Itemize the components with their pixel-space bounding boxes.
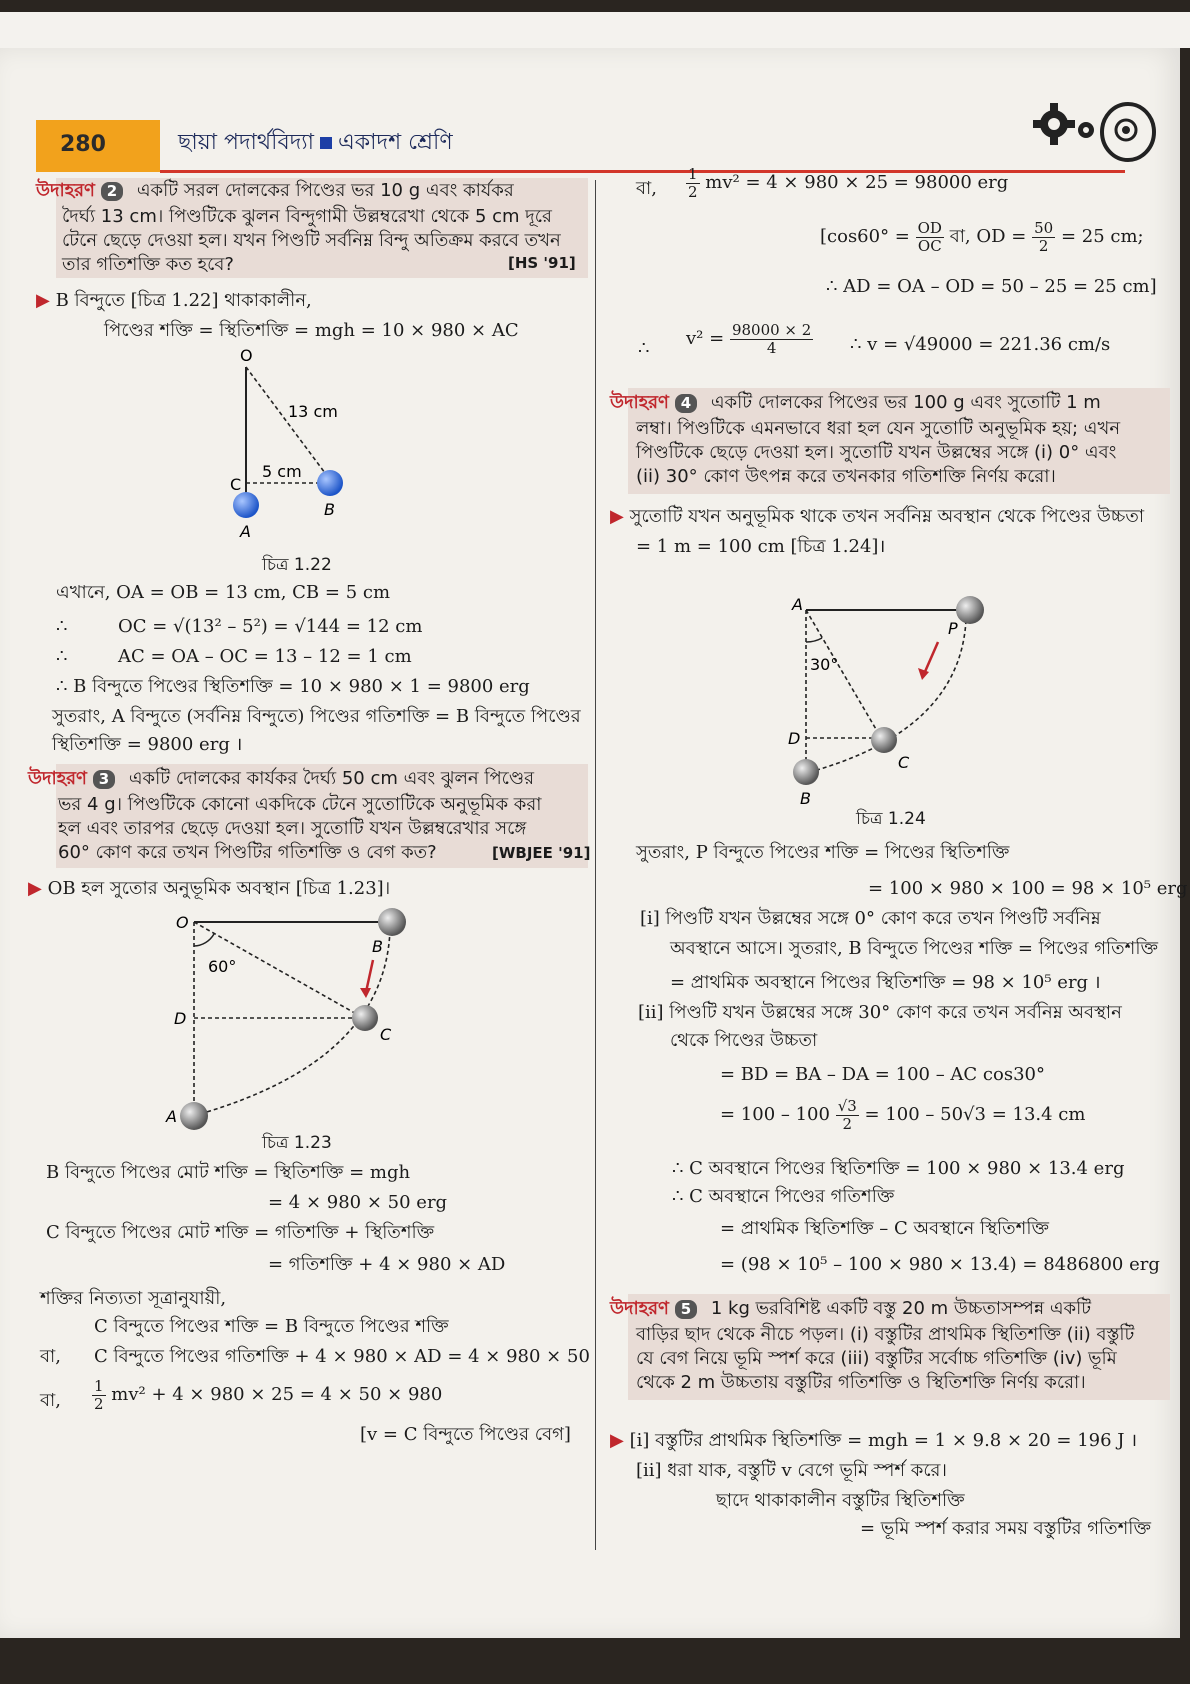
figure-caption: চিত্র 1.22 [262,555,332,575]
example-text: দৈর্ঘ্য 13 cm। পিণ্ডটিকে ঝুলন বিন্দুগামী উল্লম্বরেখা থেকে 5 cm দূরে [62,206,552,227]
solution-line: = 100 × 980 × 100 = 98 × 10⁵ erg [868,878,1188,899]
point-label-p: P [948,619,958,638]
example-text: লম্বা। পিণ্ডটিকে এমনভাবে ধরা হল যেন সুতোটি অনুভূমিক হয়; এখন [636,418,1121,439]
solution-line: ▶ [i] বস্তুটির প্রাথমিক স্থিতিশক্তি = mgh = 1 × 9.8 × 20 = 196 J । [610,1430,1138,1451]
example-text: একটি দোলকের পিণ্ডের ভর 100 g এবং সুতোটি 1 m [710,392,1101,413]
example-text: (ii) 30° কোণ উৎপন্ন করে তখনকার গতিশক্তি নির্ণয় করো। [636,466,1056,487]
bob-c [871,727,897,753]
example-label: উদাহরণ [610,392,669,413]
solution-line: [ii] ধরা যাক, বস্তুটি v বেগে ভূমি স্পর্শ করে। [636,1460,947,1481]
solution-line: [cos60° = $\frac{OD}{OC}$ বা, OD = $\frac{50}{2}$ = 25 cm; [820,219,1144,255]
example-label: উদাহরণ [610,1298,669,1319]
solution-line: এখানে, OA = OB = 13 cm, CB = 5 cm [56,582,391,603]
point-label-o: O [176,913,189,932]
square-bullet-icon [320,137,332,149]
bob-a [180,1102,208,1130]
example-text: থেকে 2 m উচ্চতায় বস্তুটির গতিশক্তি ও স্থিতিশক্তি নির্ণয় করো। [636,1372,1086,1393]
solution-line: OC = √(13² – 5²) = √144 = 12 cm [118,616,423,637]
angle-label: 30° [810,655,839,674]
book-header [178,125,453,162]
solution-line: = 4 × 980 × 50 erg [268,1192,448,1213]
solution-line: [ii] পিণ্ডটি যখন উল্লম্বের সঙ্গে 30° কোণ করে তখন সর্বনিম্ন অবস্থান [638,1002,1122,1023]
fraction: $\frac{√3}{2}$ [837,1097,857,1133]
solution-line: = BD = BA – DA = 100 – AC cos30° [720,1064,1045,1085]
point-label-b: B [800,789,811,808]
therefore-symbol: ∴ [638,338,650,359]
therefore-symbol: ∴ [56,616,68,637]
solution-line: B বিন্দুতে পিণ্ডের মোট শক্তি = স্থিতিশক্তি = mgh [46,1162,411,1183]
fraction: $\frac{OD}{OC}$ [917,219,942,255]
fraction: $\frac{1}{2}$ [688,165,698,201]
solution-line: v² = $\frac{98000 \times 2}{4}$ [686,321,812,357]
point-label-c: C [230,475,242,494]
solution-line: [i] পিণ্ডটি যখন উল্লম্বের সঙ্গে 0° কোণ করে তখন পিণ্ডটি সর্বনিম্ন [640,908,1101,929]
example-text: 60° কোণ করে তখন পিণ্ডটির গতিশক্তি ও বেগ কত? [58,842,437,863]
exam-reference: [WBJEE '91] [492,844,591,862]
fraction: $\frac{50}{2}$ [1034,219,1054,255]
solution-line: ▶ সুতোটি যখন অনুভূমিক থাকে তখন সর্বনিম্ন অবস্থান থেকে পিণ্ডের উচ্চতা [610,506,1145,527]
book-title: ছায়া পদার্থবিদ্যা [178,130,315,155]
solution-line: C বিন্দুতে পিণ্ডের মোট শক্তি = গতিশক্তি + স্থিতিশক্তি [46,1222,435,1243]
solution-line: ▶ B বিন্দুতে [চিত্র 1.22] থাকাকালীন, [36,290,312,311]
bob-p [956,596,984,624]
figure-1-23 [166,900,450,1140]
point-label-a: A [166,1107,177,1126]
solution-label: বা, [40,1390,61,1411]
solution-line: শক্তির নিত্যতা সূত্রানুযায়ী, [40,1288,227,1309]
solution-note: [v = C বিন্দুতে পিণ্ডের বেগ] [360,1424,571,1445]
arrow-bullet-icon: ▶ [610,506,624,527]
solution-line: থেকে পিণ্ডের উচ্চতা [670,1030,818,1051]
bob-b [317,470,343,496]
solution-line: = গতিশক্তি + 4 × 980 × AD [268,1254,506,1275]
point-label-a: A [240,522,251,541]
figure-1-22 [210,345,410,555]
point-label-o: O [240,346,253,365]
example-number: 3 [93,770,115,789]
fraction: $\frac{1}{2}$ [94,1377,104,1413]
solution-line: ∴ v = √49000 = 221.36 cm/s [850,334,1111,355]
solution-line: ছাদে থাকাকালীন বস্তুটির স্থিতিশক্তি [716,1490,965,1511]
example-text: তার গতিশক্তি কত হবে? [62,254,234,275]
figure-caption: চিত্র 1.23 [262,1133,332,1153]
solution-line: = প্রাথমিক স্থিতিশক্তি – C অবস্থানে স্থিতিশক্তি [720,1218,1049,1239]
arrow-bullet-icon: ▶ [610,1430,624,1451]
example-text: একটি সরল দোলকের পিণ্ডের ভর 10 g এবং কার্যকর [136,180,514,201]
solution-line: অবস্থানে আসে। সুতরাং, B বিন্দুতে পিণ্ডের শক্তি = পিণ্ডের গতিশক্তি [670,938,1158,959]
solution-line: C বিন্দুতে পিণ্ডের গতিশক্তি + 4 × 980 × AD = 4 × 980 × 50 [94,1346,590,1367]
length-label: 13 cm [288,402,338,421]
exam-reference: [HS '91] [508,254,576,272]
top-strip [0,0,1190,48]
bob-c [352,1005,378,1031]
example-2-heading [36,180,514,203]
example-text: বাড়ির ছাদ থেকে নীচে পড়ল। (i) বস্তুটির প্রাথমিক স্থিতিশক্তি (ii) বস্তুটি [636,1324,1135,1345]
example-text: হল এবং তারপর ছেড়ে দেওয়া হল। সুতোটি যখন উল্লম্বরেখার সঙ্গে [58,818,527,839]
solution-line: পিণ্ডের শক্তি = স্থিতিশক্তি = mgh = 10 × 980 × AC [104,320,519,341]
distance-label: 5 cm [262,462,302,481]
solution-line: = 100 – 100 $\frac{√3}{2}$ = 100 – 50√3 = 13.4 cm [720,1097,1086,1133]
figure-caption: চিত্র 1.24 [856,809,926,829]
figure-1-24 [780,590,1000,810]
point-label-d: D [788,729,801,748]
solution-line: সুতরাং, A বিন্দুতে (সর্বনিম্ন বিন্দুতে) পিণ্ডের গতিশক্তি = B বিন্দুতে পিণ্ডের [52,706,581,727]
example-text: টেনে ছেড়ে দেওয়া হল। যখন পিণ্ডটি সর্বনিম্ন বিন্দু অতিক্রম করবে তখন [62,230,561,251]
example-text: একটি দোলকের কার্যকর দৈর্ঘ্য 50 cm এবং ঝুলন পিণ্ডের [128,768,535,789]
solution-line: ∴ C অবস্থানে পিণ্ডের গতিশক্তি [672,1186,895,1207]
point-label-b: B [372,937,383,956]
example-text: 1 kg ভরবিশিষ্ট একটি বস্তু 20 m উচ্চতাসম্পন্ন একটি [710,1298,1092,1319]
example-number: 2 [101,182,123,201]
fraction: $\frac{98000 \times 2}{4}$ [731,321,812,357]
solution-line: C বিন্দুতে পিণ্ডের শক্তি = B বিন্দুতে পিণ্ডের শক্তি [94,1316,449,1337]
example-text: পিণ্ডটিকে ছেড়ে দেওয়া হল। সুতোটি যখন উল্লম্বের সঙ্গে (i) 0° এবং [636,442,1117,463]
solution-label: বা, [636,178,657,199]
page-number: 280 [60,132,106,157]
point-label-a: A [792,595,803,614]
solution-line: $\frac{1}{2}$ mv² + 4 × 980 × 25 = 4 × 50 × 980 [94,1377,443,1413]
solution-line: সুতরাং, P বিন্দুতে পিণ্ডের শক্তি = পিণ্ডের স্থিতিশক্তি [636,842,1010,863]
example-number: 5 [675,1300,697,1319]
example-text: ভর 4 g। পিণ্ডটিকে কোনো একদিকে টেনে সুতোটিকে অনুভূমিক করা [58,794,542,815]
class-label: একাদশ শ্রেণি [338,130,453,155]
example-4-heading [610,392,1101,415]
solution-line: AC = OA – OC = 13 – 12 = 1 cm [118,646,412,667]
solution-line: ∴ C অবস্থানে পিণ্ডের স্থিতিশক্তি = 100 × 980 × 13.4 erg [672,1158,1125,1179]
angle-label: 60° [208,957,237,976]
solution-label: বা, [40,1346,61,1367]
solution-line: = 1 m = 100 cm [চিত্র 1.24]। [636,536,886,557]
gear-brain-icon [1030,100,1160,165]
bob-a [233,492,259,518]
point-label-d: D [174,1009,187,1028]
example-text: যে বেগ নিয়ে ভূমি স্পর্শ করে (iii) বস্তুটির সর্বোচ্চ গতিশক্তি (iv) ভূমি [636,1348,1117,1369]
example-5-heading [610,1298,1091,1321]
solution-line: স্থিতিশক্তি = 9800 erg । [52,734,243,755]
example-label: উদাহরণ [28,768,87,789]
solution-line: ∴ B বিন্দুতে পিণ্ডের স্থিতিশক্তি = 10 × 980 × 1 = 9800 erg [56,676,530,697]
solution-line: = (98 × 10⁵ – 100 × 980 × 13.4) = 8486800 erg [720,1254,1160,1275]
point-label-b: B [324,500,335,519]
arrow-bullet-icon: ▶ [36,290,50,311]
solution-line: $\frac{1}{2}$ mv² = 4 × 980 × 25 = 98000 erg [688,165,1009,201]
column-divider [595,180,596,1550]
bob-b [793,759,819,785]
point-label-c: C [898,753,910,772]
bob-b [378,908,406,936]
arrow-bullet-icon: ▶ [28,878,42,899]
solution-line: = প্রাথমিক অবস্থানে পিণ্ডের স্থিতিশক্তি = 98 × 10⁵ erg । [670,972,1101,993]
point-label-c: C [380,1025,392,1044]
example-number: 4 [675,394,697,413]
solution-line: ∴ AD = OA – OD = 50 – 25 = 25 cm] [826,276,1157,297]
solution-line: = ভূমি স্পর্শ করার সময় বস্তুটির গতিশক্তি [860,1518,1151,1539]
example-3-heading [28,768,534,791]
example-label: উদাহরণ [36,180,95,201]
solution-line: ▶ OB হল সুতোর অনুভূমিক অবস্থান [চিত্র 1.23]। [28,878,391,899]
therefore-symbol: ∴ [56,646,68,667]
